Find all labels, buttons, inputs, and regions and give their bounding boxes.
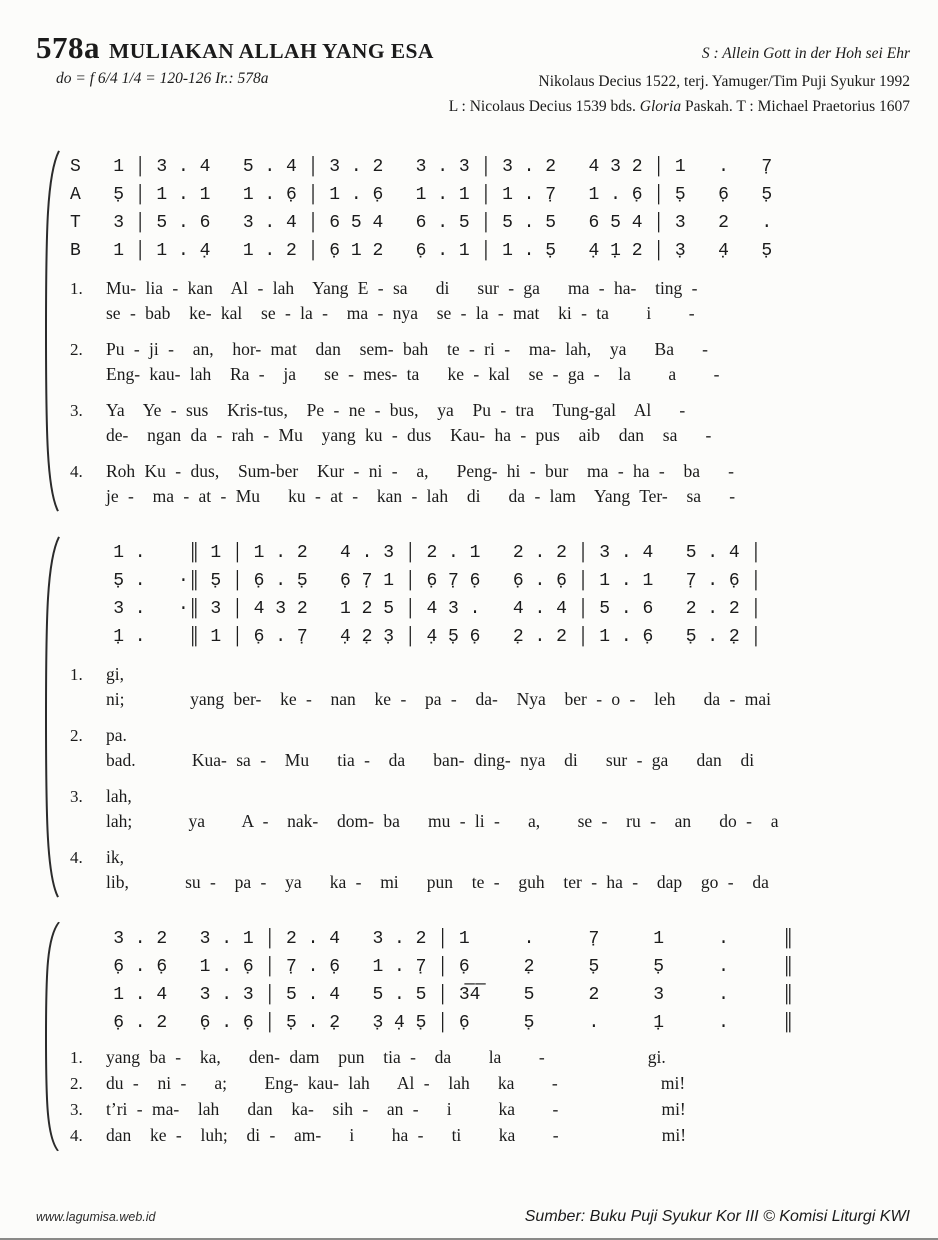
lyric-line: de- ngan da - rah - Mu yang ku - dus Kau- ha - pus aib dan sa - (106, 425, 712, 445)
system-brace-icon (42, 921, 62, 1152)
title-row (36, 30, 910, 66)
lyric-line: Pu - ji - an, hor- mat dan sem- bah te - ri - ma- lah, ya Ba - (106, 339, 708, 359)
lyric-line: se - bab ke- kal se - la - ma - nya se - la - mat ki - ta i - (106, 303, 695, 323)
verse-lines (106, 723, 910, 773)
lyric-line: lah, (106, 786, 132, 806)
lyric-line: du - ni - a; Eng- kau- lah Al - lah ka - mi! (106, 1073, 686, 1093)
title-group (36, 30, 434, 66)
verse-lines (106, 337, 910, 387)
lyric-line: pa. (106, 725, 127, 745)
verse-number: 3. (70, 1100, 83, 1119)
credit-2-italic: Gloria (639, 98, 682, 115)
lyric-line: Ya Ye - sus Kris-tus, Pe - ne - bus, ya Pu - tra Tung-gal Al - (106, 400, 686, 420)
verse-lines (106, 1097, 910, 1122)
verse-group-3 (70, 784, 910, 834)
notation-row-alto: A 5̣ │ 1 . 1 1 . 6̣ │ 1 . 6̣ 1 . 1 │ 1 . 7̣ 1 . 6̣ │ 5̣ 6̣ 5̣ (70, 185, 773, 205)
verse-group-1 (70, 1045, 910, 1070)
verse-number: 4. (70, 462, 83, 481)
verse-group-4 (70, 459, 910, 509)
verse-number: 1. (70, 665, 83, 684)
lyric-line: je - ma - at - Mu ku - at - kan - lah di da - lam Yang Ter- sa - (106, 486, 736, 506)
notation-row-alto: 6̣ . 6̣ 1 . 6̣ │ 7̣ . 6̣ 1 . 7̣ │ 6̣ 2̣ 5̣ 5̣ . ║ (70, 957, 794, 977)
lyric-line: Roh Ku - dus, Sum-ber Kur - ni - a, Peng- hi - bur ma - ha - ba - (106, 461, 734, 481)
lyric-line: dan ke - luh; di - am- i ha - ti ka - mi! (106, 1125, 687, 1145)
lyric-line: lib, su - pa - ya ka - mi pun te - guh ter - ha - dap go - da (106, 872, 769, 892)
source-credit: Sumber: Buku Puji Syukur Kor III © Komisi Liturgi KWI (524, 1208, 910, 1225)
subtitle-row (36, 70, 910, 94)
lyrics-block (70, 662, 910, 895)
system-brace-icon (42, 535, 62, 899)
verse-number: 1. (70, 1048, 83, 1067)
verse-group-3 (70, 398, 910, 448)
notation-row-soprano: 1 . ║ 1 │ 1 . 2 4 . 3 │ 2 . 1 2 . 2 │ 3 . 4 5 . 4 │ (70, 543, 762, 563)
verse-group-1 (70, 276, 910, 326)
verse-lines (106, 662, 910, 712)
verse-lines (106, 1123, 910, 1148)
verse-number: 4. (70, 848, 83, 867)
notation-row-soprano: S 1 │ 3 . 4 5 . 4 │ 3 . 2 3 . 3 │ 3 . 2 4 3 2 │ 1 . 7̣ (70, 157, 773, 177)
hymn-number: 578a (36, 30, 100, 65)
verse-group-4 (70, 845, 910, 895)
lyrics-block (70, 276, 910, 509)
lyric-line: lah; ya A - nak- dom- ba mu - li - a, se - ru - an do - a (106, 811, 779, 831)
notation-row-bass: 1̣ . ║ 1 │ 6̣ . 7̣ 4̣ 2̣ 3̣ │ 4̣ 5̣ 6̣ 2̣ . 2 │ 1 . 6̣ 5̣ . 2̣ │ (70, 627, 762, 647)
lyric-line: ni; yang ber- ke - nan ke - pa - da- Nya ber - o - leh da - mai (106, 689, 771, 709)
lyrics-block (70, 1045, 910, 1148)
credit-2-roman-tail: Paskah. T : Michael Praetorius 1607 (681, 98, 910, 115)
notation-row-bass: 6̣ . 2 6̣ . 6̣ │ 5̣ . 2̣ 3̣ 4̣ 5̣ │ 6̣ 5̣ . 1̣ . ║ (70, 1013, 794, 1033)
verse-number: 2. (70, 340, 83, 359)
verse-group-2 (70, 1071, 910, 1096)
credit-2-roman: L : Nicolaus Decius 1539 bds. (448, 98, 640, 115)
header (0, 0, 938, 119)
lyric-line: ik, (106, 847, 124, 867)
notation-row-tenor: T 3 │ 5 . 6 3 . 4 │ 6 5 4 6 . 5 │ 5 . 5 6 5 4 │ 3 2 . (70, 213, 773, 233)
credit-line-2 (36, 94, 910, 119)
verse-lines (106, 398, 910, 448)
notation-row-bass: B 1 │ 1 . 4̣ 1 . 2 │ 6̣ 1 2 6̣ . 1 │ 1 . 5̣ 4̣ 1̣ 2 │ 3̣ 4̣ 5̣ (70, 241, 773, 261)
lyric-line: t’ri - ma- lah dan ka- sih - an - i ka - mi! (106, 1099, 686, 1119)
lyric-line: gi, (106, 664, 124, 684)
music-system-1 (40, 153, 910, 509)
notation-row-alto: 5̣ . ·║ 5̣ │ 6̣ . 5̣ 6̣ 7̣ 1 │ 6̣ 7̣ 6̣ 6̣ . 6̣ │ 1 . 1 7̣ . 6̣ │ (70, 571, 762, 591)
verse-number: 2. (70, 726, 83, 745)
lyric-line: Mu- lia - kan Al - lah Yang E - sa di sur - ga ma - ha- ting - (106, 278, 698, 298)
music-system-3 (40, 925, 910, 1148)
notation-row-tenor: 1 . 4 3 . 3 │ 5 . 4 5 . 5 │ 3̅4̅ 5 2 3 . ║ (70, 985, 794, 1005)
verse-lines (106, 459, 910, 509)
lyric-line: yang ba - ka, den- dam pun tia - da la - gi. (106, 1047, 666, 1067)
verse-number: 3. (70, 401, 83, 420)
credit-line-1: Nikolaus Decius 1522, terj. Yamuger/Tim Puji Syukur 1992 (538, 73, 910, 90)
verse-group-2 (70, 337, 910, 387)
notation-row-soprano: 3 . 2 3 . 1 │ 2 . 4 3 . 2 │ 1 . 7̣ 1 . ║ (70, 929, 794, 949)
notation-row-tenor: 3 . ·║ 3 │ 4 3 2 1 2 5 │ 4 3 . 4 . 4 │ 5 . 6 2 . 2 │ (70, 599, 762, 619)
verse-group-4 (70, 1123, 910, 1148)
verse-lines (106, 784, 910, 834)
system-brace-icon (42, 149, 62, 513)
verse-group-3 (70, 1097, 910, 1122)
verse-group-1 (70, 662, 910, 712)
key-signature-line: do = f 6/4 1/4 = 120-126 Ir.: 578a (56, 70, 269, 87)
verse-number: 1. (70, 279, 83, 298)
footer (36, 1208, 910, 1226)
lyric-line: bad. Kua- sa - Mu tia - da ban- ding- nya di sur - ga dan di (106, 750, 755, 770)
page-title: MULIAKAN ALLAH YANG ESA (109, 39, 434, 63)
verse-lines (106, 1071, 910, 1096)
verse-lines (106, 845, 910, 895)
verse-lines (106, 276, 910, 326)
verse-number: 2. (70, 1074, 83, 1093)
verse-lines (106, 1045, 910, 1070)
verse-group-2 (70, 723, 910, 773)
lyric-line: Eng- kau- lah Ra - ja se - mes- ta ke - kal se - ga - la a - (106, 364, 720, 384)
website-url: www.lagumisa.web.id (36, 1210, 156, 1224)
music-system-2 (40, 539, 910, 895)
original-title: S : Allein Gott in der Hoh sei Ehr (701, 45, 910, 62)
verse-number: 3. (70, 787, 83, 806)
verse-number: 4. (70, 1126, 83, 1145)
